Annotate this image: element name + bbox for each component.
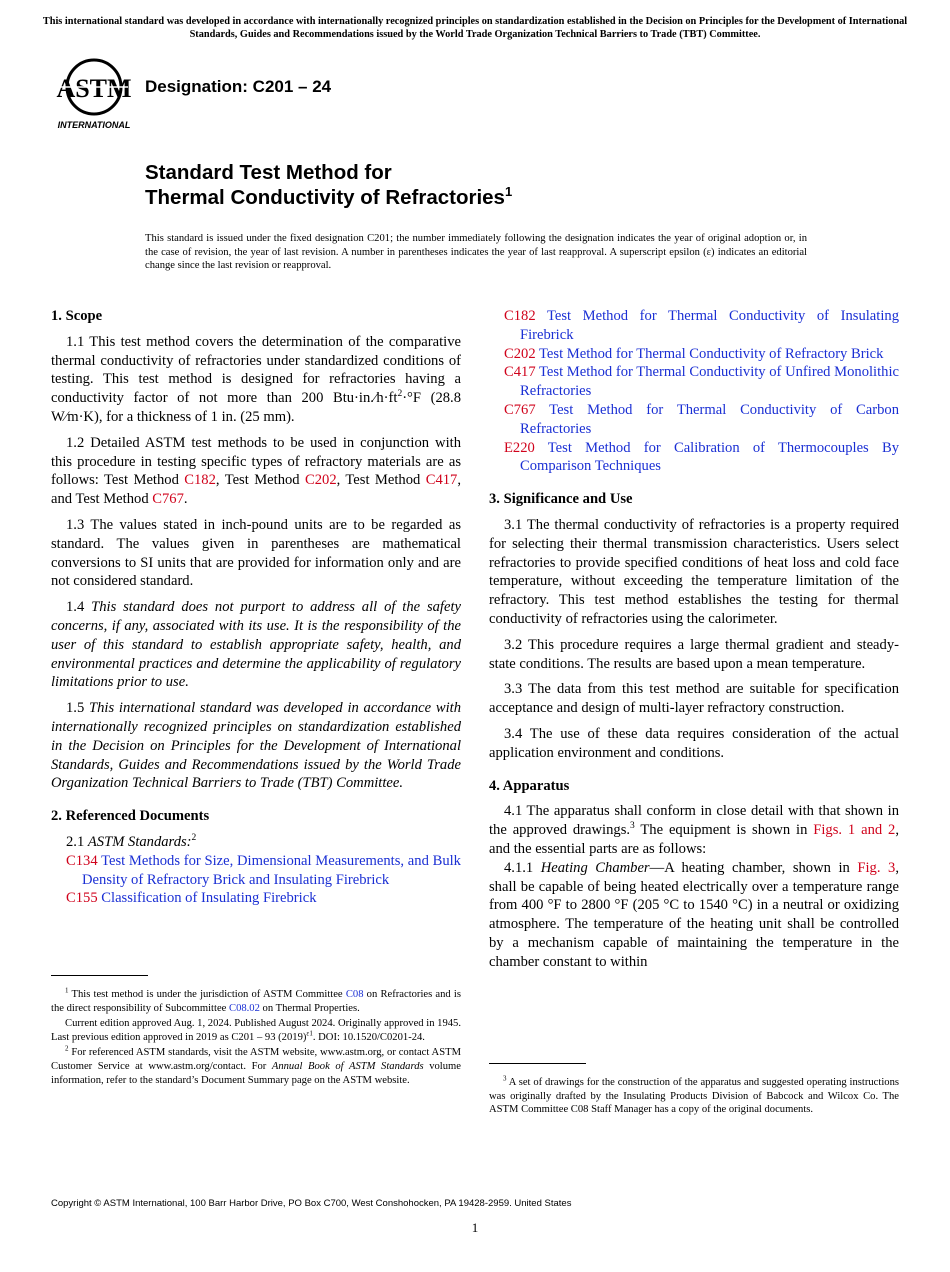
paragraph-4-1: 4.1 The apparatus shall conform in close detail with that shown in the approved drawings.$^3$ The equipment is shown in Figs. 1 and 2, and the essential parts are as follows:	[489, 803, 899, 857]
designation: Designation: C201 – 24	[145, 77, 332, 96]
section-heading-referenced-documents: 2. Referenced Documents	[51, 808, 210, 825]
paragraph-1-4: 1.4 This standard does not purport to address all of the safety concerns, if any, associated with its use. It is the responsibility of the user of this standard to establish appropriate safety, health, and environmental practices and determine the applicability of regulatory limitations prior to use.	[51, 599, 461, 691]
paragraph-2-1: 2.1 ASTM Standards:$^2$	[66, 833, 197, 850]
paragraph-1-5: 1.5 This international standard was developed in accordance with internationally recognized principles on standardization established in the Decision on Principles for the Development of International Standards, Guides and Recommendations issued by the World Trade Organization Technical Barriers to Trade (TBT) Committee.	[51, 700, 462, 792]
section-heading-significance: 3. Significance and Use	[489, 491, 633, 508]
footnote-rule-left	[51, 975, 148, 976]
ref-c767[interactable]: C767 Test Method for Thermal Conductivity of Carbon Refractories	[504, 401, 899, 437]
ref-c182[interactable]: C182 Test Method for Thermal Conductivity of Insulating Firebrick	[504, 308, 899, 343]
link-c767[interactable]: C767	[152, 491, 184, 508]
link-fig-3[interactable]: Fig. 3	[857, 859, 896, 876]
ref-c417[interactable]: C417 Test Method for Thermal Conductivity of Unfired Monolithic Refractories	[504, 364, 899, 400]
footnote-1-edition: Current edition approved Aug. 1, 2024. Published August 2024. Originally approved in 1945. Last previous edition approved in 2019 as C201 – 93 $(2019)^{\varepsilon 1}$. DOI: 10.1520/C0201-24.	[51, 1018, 461, 1043]
svg-text:ASTM: ASTM	[56, 74, 132, 103]
paragraph-3-1: 3.1 The thermal conductivity of refractories is a property required for selecting their thermal transmission characteristics. Users select refractories to provide specified conditions of heat loss and cold face temperature, without exceeding the temperature limitation of the refractory. This test method establishes the testing for thermal conductivity of refractories using the calorimeter.	[489, 516, 899, 627]
copyright: Copyright © ASTM International, 100 Barr Harbor Drive, PO Box C700, West Conshohocken, PA 19428-2959. United States	[51, 1198, 572, 1209]
link-c0802[interactable]: C08.02	[229, 1002, 260, 1014]
svg-text:INTERNATIONAL: INTERNATIONAL	[57, 120, 131, 130]
issue-note: This standard is issued under the fixed designation C201; the number immediately following the designation indicates the year of original adoption or, in the case of revision, the year of last revision. A number in parentheses indicates the year of last reapproval. A superscript epsilon (ε) indicates an editorial change since the last revision or reapproval.	[145, 233, 807, 272]
paragraph-3-4: 3.4 The use of these data requires consideration of the actual application environment and conditions.	[489, 725, 899, 761]
paragraph-4-1-1: 4.1.1 Heating Chamber—A heating chamber, shown in Fig. 3, shall be capable of being heated electrically over a temperature range from 400 °F to 2800 °F (205 °C to 1540 °C) in a neutral or oxidizing atmosphere. The temperature of the heating unit shall be controlled by a mechanism capable of maintaining the temperature in the chamber constant to within	[489, 859, 899, 970]
ref-e220[interactable]: E220 Test Method for Calibration of Thermocouples By Comparison Techniques	[504, 439, 899, 475]
footnote-2: $^2$ For referenced ASTM standards, visit the ASTM website, www.astm.org, or contact ASTM Customer Service at www.astm.org/contact. For Annual Book of ASTM Standards volume information, refer to the standard’s Document Summary page on the ASTM website.	[51, 1044, 461, 1086]
paragraph-1-2: 1.2 Detailed ASTM test methods to be used in conjunction with this procedure in testing specific types of refractory materials are as follows: Test Method C182, Test Method C202, Test Method C417, and Test Method C767.	[51, 434, 461, 508]
title-line-1: Standard Test Method for	[145, 161, 392, 184]
title-footnote-mark[interactable]: 1	[504, 184, 513, 200]
footnotes-right	[489, 1076, 899, 1119]
link-figs-1-2[interactable]: Figs. 1 and 2	[813, 822, 896, 839]
footnote-3: $^3$ A set of drawings for the construction of the apparatus and suggested operating instructions was originally drafted by the Insulating Products Division of Babcock and Wilcox Co. The ASTM Committee C08 Staff Manager has a copy of the original documents.	[489, 1074, 899, 1116]
paragraph-3-2: 3.2 This procedure requires a large thermal gradient and steady-state conditions. The results are based upon a mean temperature.	[489, 636, 899, 672]
ref-c134[interactable]: C134 Test Methods for Size, Dimensional Measurements, and Bulk Density of Refractory Brick and Insulating Firebrick	[66, 852, 461, 888]
page-number: 1	[471, 1220, 479, 1235]
section-heading-scope: 1. Scope	[51, 308, 103, 324]
left-column	[51, 307, 461, 908]
document-title	[145, 160, 512, 210]
right-column	[489, 307, 899, 979]
footnote-1: $^1$ This test method is under the jurisdiction of ASTM Committee C08 on Refractories and is the direct responsibility of Subcommittee C08.02 on Thermal Properties.	[51, 986, 461, 1014]
paragraph-3-3: 3.3 The data from this test method are suitable for specification acceptance and design of multi-layer refractory construction.	[489, 681, 899, 717]
section-heading-apparatus: 4. Apparatus	[489, 777, 570, 794]
paragraph-1-3: 1.3 The values stated in inch-pound units are to be regarded as standard. The values given in parentheses are mathematical conversions to SI units that are provided for information only and are not considered standard.	[51, 516, 461, 590]
top-notice: This international standard was developed in accordance with internationally recognized principles on standardization established in the Decision on Principles for the Development of International Standards, Guides and Recommendations issued by the World Trade Organization Technical Barriers to Trade (TBT) Committee.	[42, 16, 908, 40]
link-c417[interactable]: C417	[425, 472, 458, 489]
footnote-rule-right	[489, 1063, 586, 1064]
link-c08[interactable]: C08	[345, 989, 364, 1000]
astm-logo	[52, 57, 136, 131]
paragraph-1-1: 1.1 This test method covers the determination of the comparative thermal conductivity of refractories under standardized conditions of testing. This test method is designed for refractories having a conductivity factor of not more than 200 $Btu\cdot in.⁄h\cdot ft^2\cdot^\circ F$ (28.8 W⁄m·K), for a thickness of 1 in. (25 mm).	[51, 333, 461, 425]
title-line-2: Thermal Conductivity of Refractories$^1$	[145, 184, 513, 209]
link-c202[interactable]: C202	[305, 472, 337, 489]
ref-c155[interactable]: C155 Classification of Insulating Firebrick	[66, 890, 317, 907]
link-c182[interactable]: C182	[184, 472, 216, 489]
ref-c202[interactable]: C202 Test Method for Thermal Conductivity of Refractory Brick	[504, 345, 884, 362]
footnotes-left	[51, 988, 461, 1089]
